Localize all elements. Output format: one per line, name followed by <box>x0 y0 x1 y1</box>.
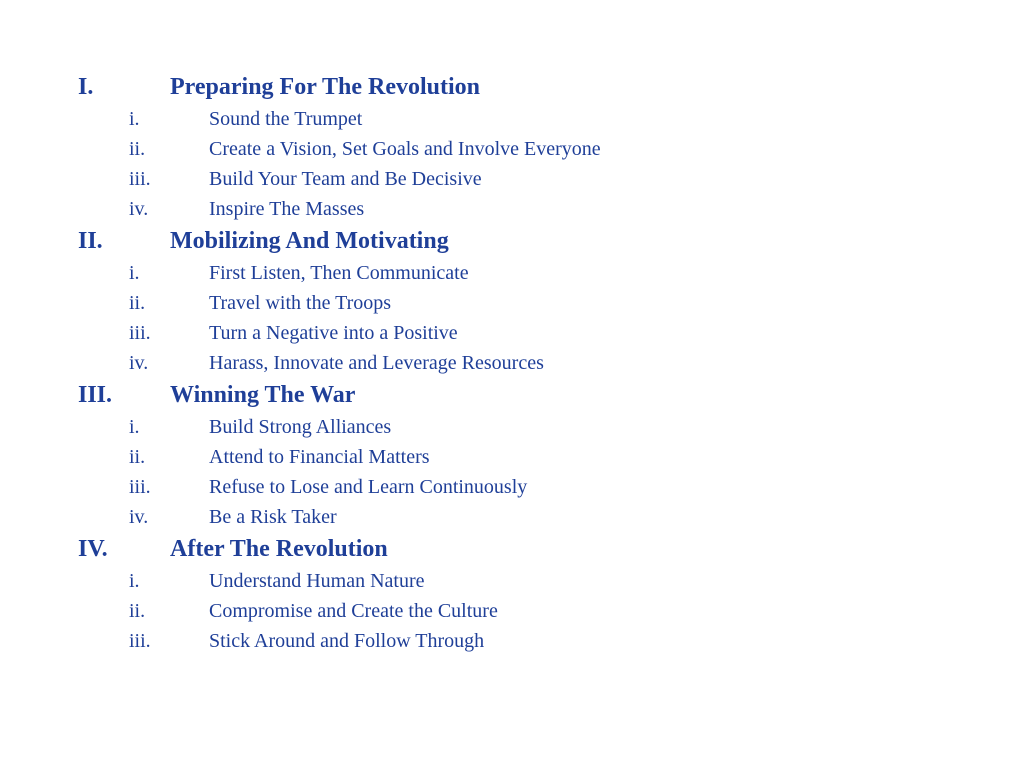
item-text: Harass, Innovate and Leverage Resources <box>209 352 544 374</box>
item-text: First Listen, Then Communicate <box>209 262 469 284</box>
section-number: IV. <box>78 536 108 562</box>
section-title: Preparing For The Revolution <box>170 74 481 100</box>
item-number: iv. <box>129 352 149 374</box>
item-number: i. <box>129 262 140 284</box>
outline-item <box>0 442 1024 472</box>
item-number: ii. <box>129 600 146 622</box>
outline-item <box>0 318 1024 348</box>
outline-item <box>0 596 1024 626</box>
item-number: iii. <box>129 322 151 344</box>
item-text: Stick Around and Follow Through <box>209 630 485 652</box>
outline-item <box>0 104 1024 134</box>
section-title: After The Revolution <box>170 536 388 562</box>
item-text: Sound the Trumpet <box>209 108 363 130</box>
section-number: I. <box>78 74 94 100</box>
section-title: Mobilizing And Motivating <box>170 228 449 254</box>
item-text: Travel with the Troops <box>209 292 392 314</box>
outline-section <box>0 70 1024 104</box>
outline-section <box>0 532 1024 566</box>
outline-item <box>0 502 1024 532</box>
item-number: iii. <box>129 630 151 652</box>
item-text: Understand Human Nature <box>209 570 425 592</box>
item-text: Attend to Financial Matters <box>209 446 430 468</box>
outline-item <box>0 164 1024 194</box>
outline-section <box>0 378 1024 412</box>
item-number: i. <box>129 416 140 438</box>
item-text: Build Strong Alliances <box>209 416 392 438</box>
item-number: iv. <box>129 198 149 220</box>
item-text: Inspire The Masses <box>209 198 365 220</box>
item-text: Be a Risk Taker <box>209 506 337 528</box>
item-number: ii. <box>129 138 146 160</box>
item-number: ii. <box>129 446 146 468</box>
outline-item <box>0 472 1024 502</box>
item-number: iii. <box>129 476 151 498</box>
item-number: ii. <box>129 292 146 314</box>
outline-item <box>0 288 1024 318</box>
outline-item <box>0 194 1024 224</box>
item-text: Refuse to Lose and Learn Continuously <box>209 476 528 498</box>
item-number: i. <box>129 570 140 592</box>
section-title: Winning The War <box>170 382 356 408</box>
outline-item <box>0 134 1024 164</box>
item-number: i. <box>129 108 140 130</box>
outline-section <box>0 224 1024 258</box>
outline-item <box>0 348 1024 378</box>
section-number: II. <box>78 228 103 254</box>
outline-item <box>0 626 1024 656</box>
item-number: iv. <box>129 506 149 528</box>
outline-item <box>0 412 1024 442</box>
outline-item <box>0 258 1024 288</box>
item-text: Create a Vision, Set Goals and Involve Everyone <box>209 138 601 160</box>
outline <box>0 70 1024 656</box>
outline-item <box>0 566 1024 596</box>
item-text: Build Your Team and Be Decisive <box>209 168 482 190</box>
item-number: iii. <box>129 168 151 190</box>
section-number: III. <box>78 382 113 408</box>
item-text: Compromise and Create the Culture <box>209 600 498 622</box>
item-text: Turn a Negative into a Positive <box>209 322 458 344</box>
